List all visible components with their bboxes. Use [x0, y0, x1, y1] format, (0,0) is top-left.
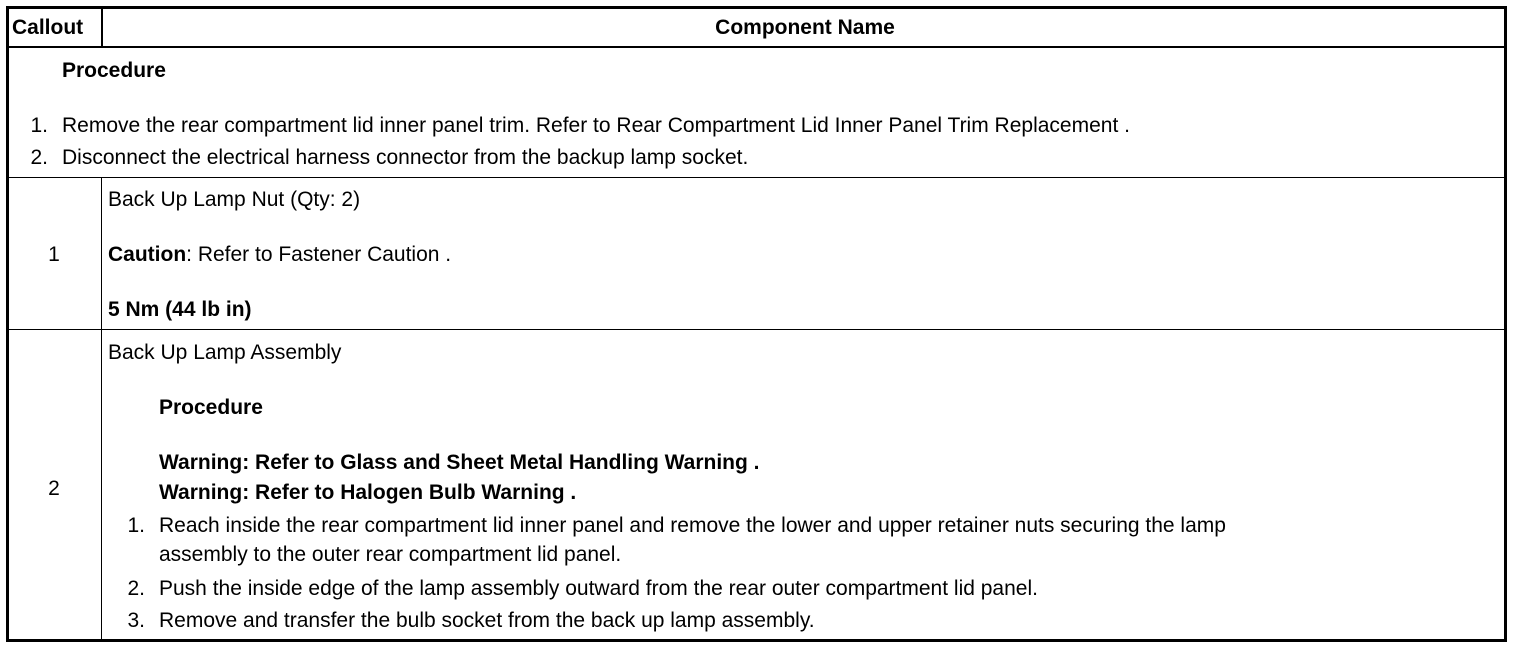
procedure-step-text: Disconnect the electrical harness connector from the backup lamp socket. [62, 146, 749, 169]
procedure-step-number: 2. [30, 146, 48, 169]
procedure-title: Procedure [159, 396, 263, 419]
header-callout: Callout [12, 16, 84, 39]
row-divider [6, 329, 1507, 330]
procedure-step-text: Remove the rear compartment lid inner panel trim. Refer to Rear Compartment Lid Inner Panel Trim Replacement . [62, 114, 1130, 137]
caution-label: Caution [108, 243, 187, 266]
step-number: 2. [127, 577, 145, 600]
row-callout: 2 [48, 477, 60, 500]
caution-line [108, 243, 451, 267]
step-number: 1. [127, 514, 145, 537]
header-divider [6, 46, 1507, 48]
procedure-title: Procedure [62, 59, 166, 82]
step-text: Remove and transfer the bulb socket from the back up lamp assembly. [159, 609, 815, 632]
warning-line: Warning: Refer to Halogen Bulb Warning . [159, 481, 577, 504]
component-name: Back Up Lamp Assembly [108, 341, 342, 364]
header-component-name: Component Name [715, 16, 895, 39]
row-callout: 1 [48, 243, 60, 266]
warning-line: Warning: Refer to Glass and Sheet Metal Handling Warning . [159, 451, 760, 474]
procedure-divider [6, 177, 1507, 178]
step-number: 3. [127, 609, 145, 632]
procedure-step-number: 1. [30, 114, 48, 137]
step-text: Reach inside the rear compartment lid inner panel and remove the lower and upper retainer nuts securing the lamp [159, 514, 1226, 537]
step-text: Push the inside edge of the lamp assembly outward from the rear outer compartment lid panel. [159, 577, 1038, 600]
component-name: Back Up Lamp Nut (Qty: 2) [108, 188, 361, 211]
torque-spec: 5 Nm (44 lb in) [108, 298, 252, 321]
caution-text: : Refer to Fastener Caution . [186, 243, 452, 266]
step-text: assembly to the outer rear compartment lid panel. [159, 543, 622, 566]
